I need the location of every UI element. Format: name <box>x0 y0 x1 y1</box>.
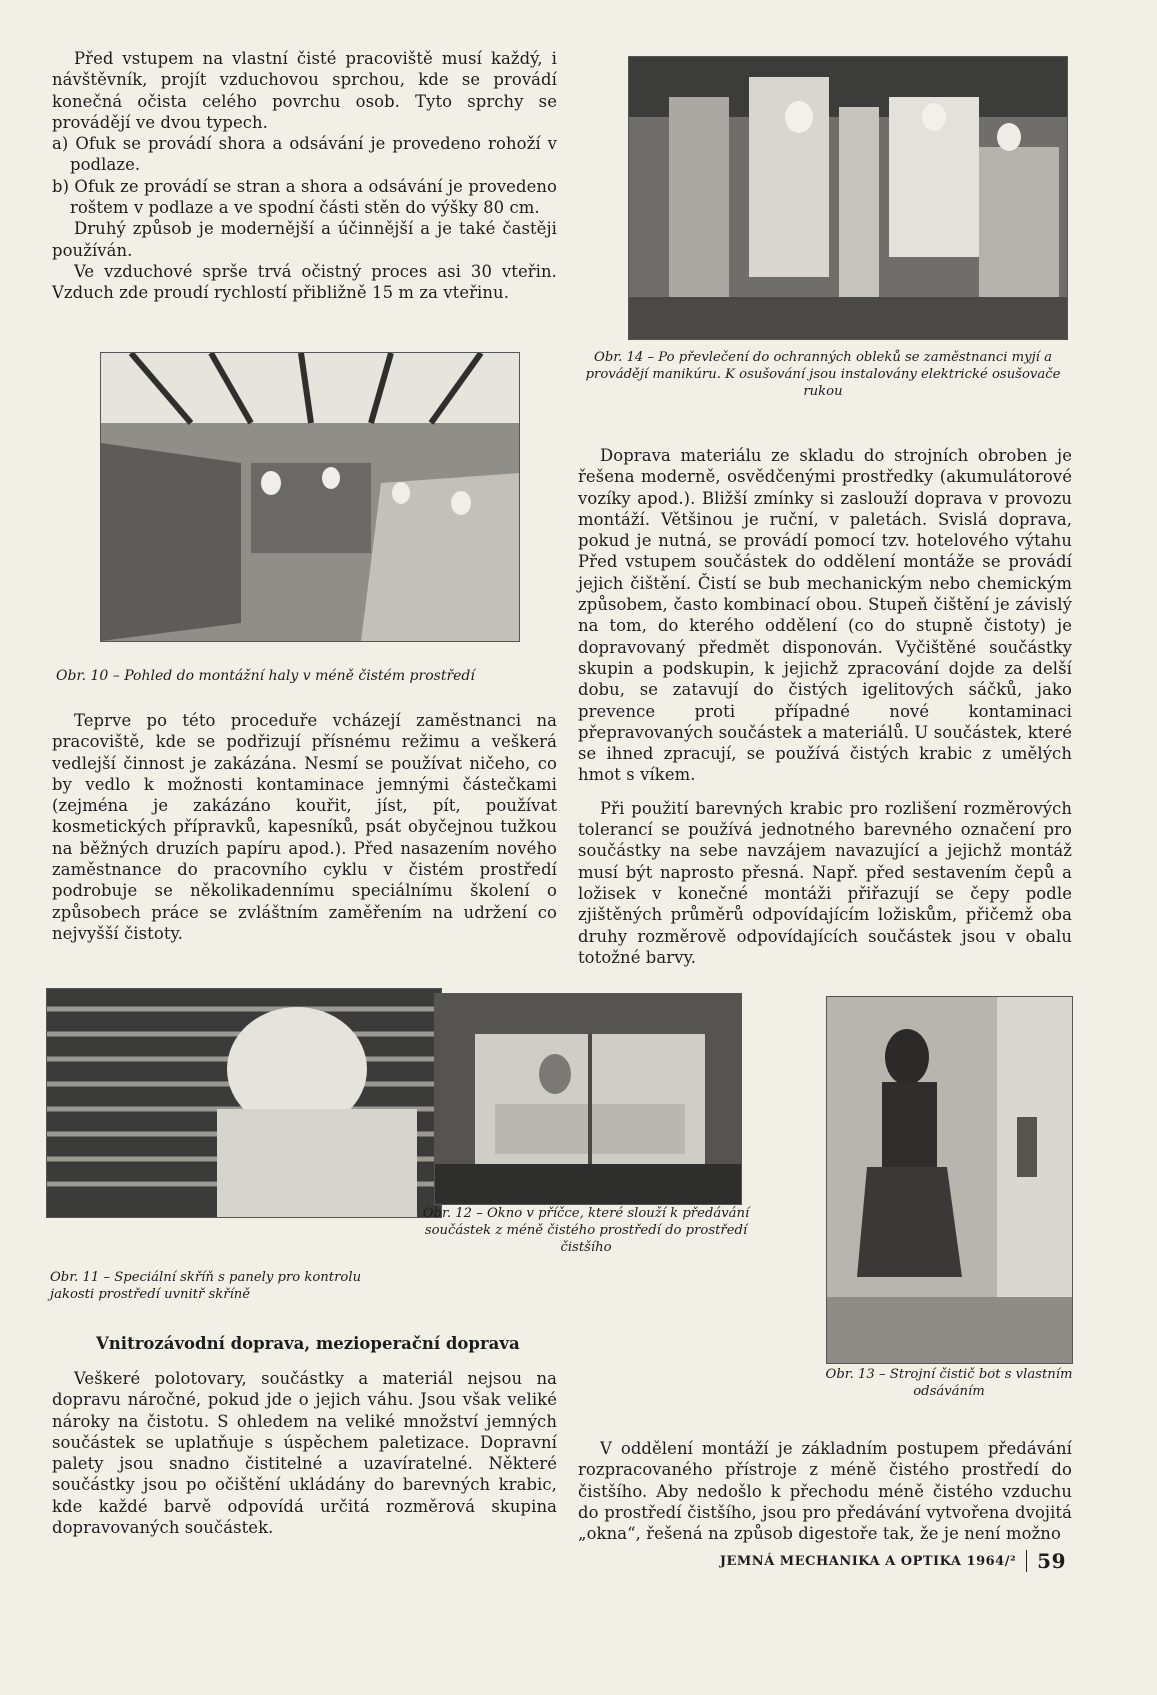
figure-11-caption: Obr. 11 – Speciální skříň s panely pro kontrolu jakosti prostředí uvnitř skříně <box>50 1270 362 1302</box>
paragraph: Teprve po této proceduře vcházejí zaměstnanci na pracoviště, kde se podřizují přísnému režimu a veškerá vedlejší činnost je zakázána. Nesmí se používat ničeho, co by vedlo k možnosti kontaminace jemnými částečkami (zejména je zakázáno kouřit, jíst, pít, používat kosmetických přípravků, kapesníků, psát obyčejnou tužkou na běžných druzích papíru apod.). Před nasazením nového zaměstnance do pracovního cyklu v čistém prostředí podrobuje se několikadennímu speciálnímu školení o způsobech práce se zvláštním zaměřením na udržení co nejvyšší čistoty. <box>52 711 557 943</box>
paragraph: Veškeré polotovary, součástky a materiál nejsou na dopravu náročné, pokud jde o jejich váhu. Jsou však veliké nároky na čistotu. S ohledem na veliké množství jemných součástek se uplatňuje s úspěchem paletizace. Dopravní palety jsou snadno čistitelné a uzavíratelné. Některé součástky jsou po očištění ukládány do barevných krabic, kde každé barvě odpovídá určitá rozměrová skupina dopravovaných součástek. <box>52 1369 557 1538</box>
figure-13-caption: Obr. 13 – Strojní čistič bot s vlastním odsáváním <box>825 1367 1073 1399</box>
figure-12-caption: Obr. 12 – Okno v příčce, které slouží k předávání součástek z méně čistého prostředí do prostředí čistšího <box>422 1206 750 1255</box>
figure-11-photo <box>46 988 442 1218</box>
figure-10-caption: Obr. 10 – Pohled do montážní haly v méně čistém prostředí <box>56 668 475 684</box>
left-column-middle-text <box>52 710 557 944</box>
page-footer <box>720 1549 1066 1573</box>
figure-12-photo <box>434 993 742 1205</box>
figure-13-photo <box>826 996 1073 1364</box>
paragraph: b) Ofuk ze provádí se stran a shora a odsávání je provedeno roštem v podlaze a ve spodní části stěn do výšky 80 cm. <box>52 176 557 218</box>
left-column-bottom-text <box>52 1368 557 1538</box>
paragraph: V oddělení montáží je základním postupem předávání rozpracovaného přístroje z méně čistého prostředí do čistšího. Aby nedošlo k přechodu méně čistého vzduchu do prostředí čistšího, jsou pro předávání vytvořena dvojitá „okna“, řešená na způsob digestoře tak, že je není možno <box>578 1439 1072 1544</box>
journal-name: JEMNÁ MECHANIKA A OPTIKA 1964/² <box>719 1553 1017 1569</box>
paragraph: Při použití barevných krabic pro rozlišení rozměrových tolerancí se používá jednotného barevného označení pro součástky na sebe navzájem navazující a jejichž montáž musí být naprosto přesná. Např. před sestavením čepů a ložisek v konečné montáži přiřazují se čepy podle zjištěných průměrů odpovídajícím ložiskům, přičemž oba druhy rozměrově odpovídajících součástek jsou v obalu totožné barvy. <box>578 798 1072 967</box>
figure-14-caption: Obr. 14 – Po převlečení do ochranných obleků se zaměstnanci myjí a provádějí manikúru. K osušování jsou instalovány elektrické osušovače rukou <box>585 350 1061 399</box>
page-number: 59 <box>1037 1549 1066 1573</box>
paragraph: a) Ofuk se provádí shora a odsávání je provedeno rohoží v podlaze. <box>52 134 557 175</box>
figure-10-photo <box>100 352 520 642</box>
paragraph: Doprava materiálu ze skladu do strojních obroben je řešena moderně, osvědčenými prostředky (akumulátorové vozíky apod.). Bližší zmínky si zaslouží doprava v provozu montáží. Většinou je ruční, v paletách. Svislá doprava, pokud je nutná, se provádí pomocí tzv. hotelového výtahu Před vstupem součástek do oddělení montáže se provádí jejich čištění. Čistí se bub mechanickým nebo chemickým způsobem, často kombinací obou. Stupeň čištění je závislý na tom, do kterého oddělení (co do stupně čistoty) je dopravovaný předmět disponován. Vyčištěné součástky skupin a podskupin, k jejichž zpracování dojde za delší dobu, se zatavují do čistých igelitových sáčků, jako prevence proti případné nové kontaminaci přepravovaných součástek a materiálů. U součástek, které se ihned zpracují, se používá čistých krabic z umělých hmot s víkem. <box>578 446 1072 785</box>
right-column-text <box>578 445 1072 968</box>
figure-14-photo <box>628 56 1068 340</box>
right-column-bottom-text <box>578 1438 1072 1544</box>
section-heading: Vnitrozávodní doprava, mezioperační doprava <box>96 1334 520 1353</box>
paragraph: Ve vzduchové sprše trvá očistný proces asi 30 vteřin. Vzduch zde proudí rychlostí přibližně 15 m za vteřinu. <box>52 261 557 303</box>
paragraph: Druhý způsob je modernější a účinnější a je také častěji používán. <box>52 219 557 260</box>
left-column-top-text <box>52 48 557 304</box>
paragraph: Před vstupem na vlastní čisté pracoviště musí každý, i návštěvník, projít vzduchovou sprchou, kde se provádí konečná očista celého povrchu osob. Tyto sprchy se provádějí ve dvou typech. <box>52 49 557 132</box>
